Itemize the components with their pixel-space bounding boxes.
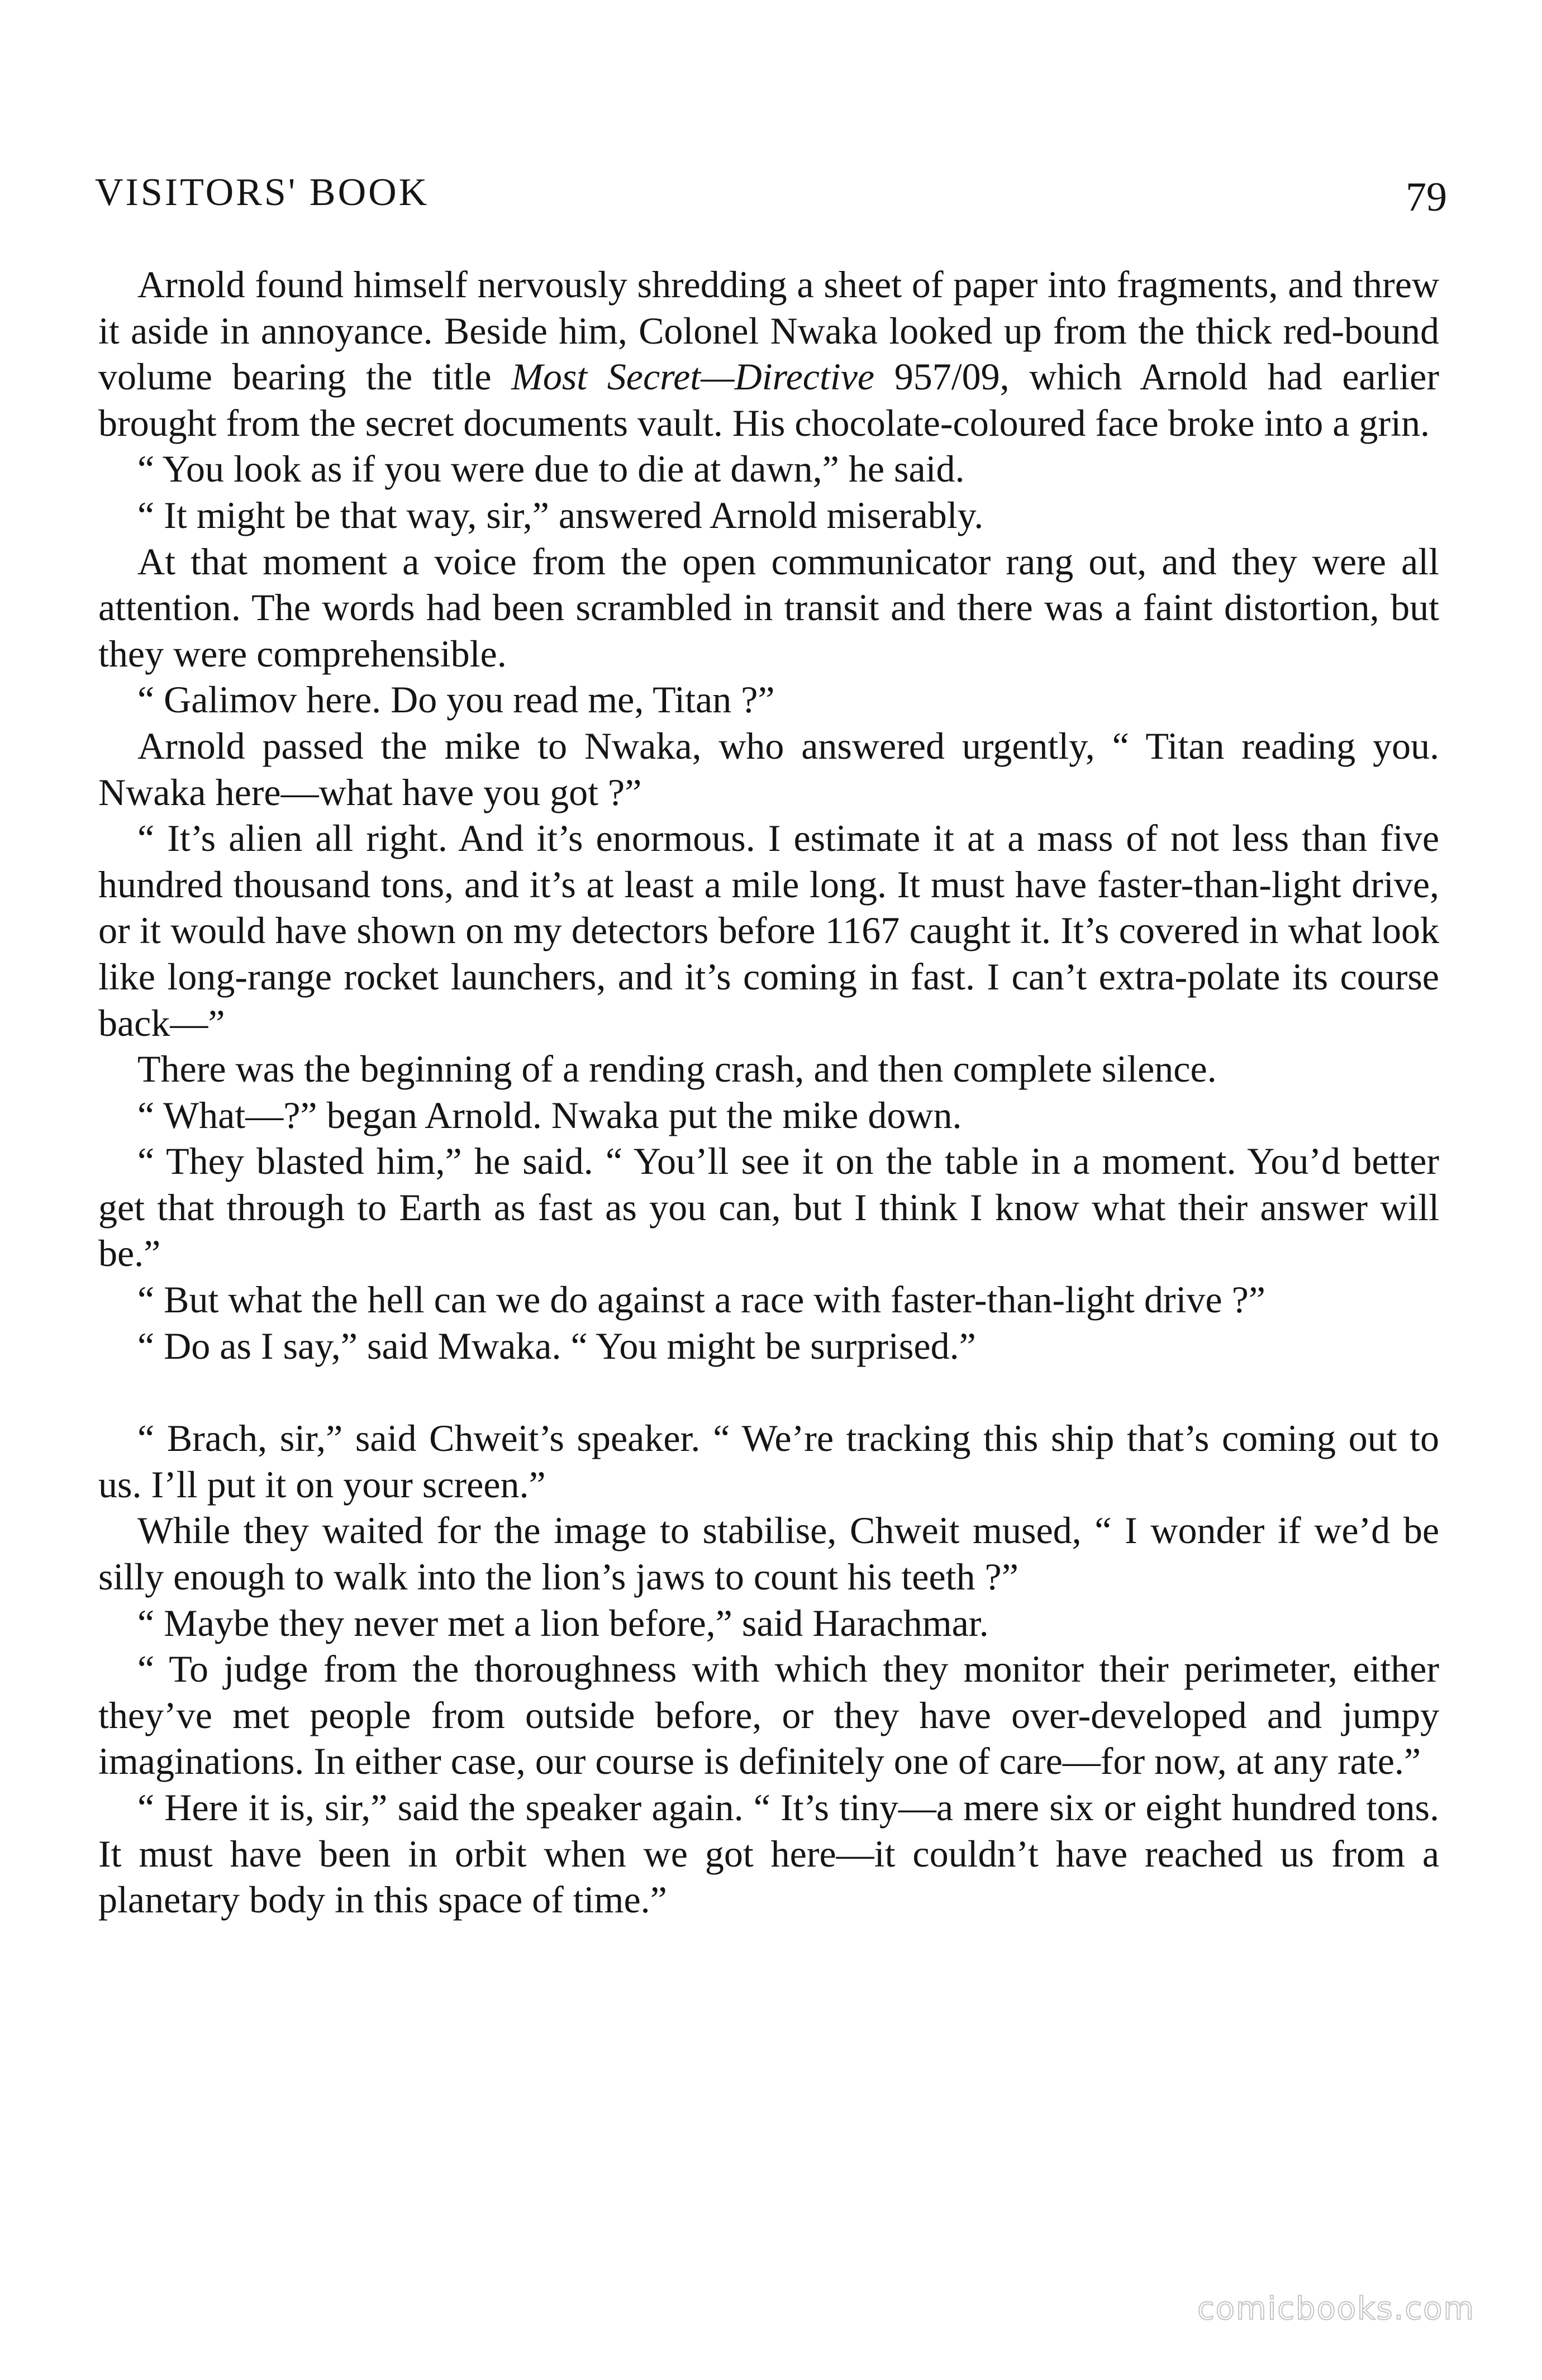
paragraph: “ What—?” began Arnold. Nwaka put the mike down. [137,1093,962,1136]
paragraph: “ But what the hell can we do against a race with faster-than-light drive ?” [137,1278,1265,1321]
paragraph: Arnold passed the mike to Nwaka, who answered urgently, “ Titan reading you. Nwaka here—what have you got ?” [98,724,1439,813]
paragraph: “ To judge from the thoroughness with which they monitor their perimeter, either they’ve met people from outside before, or they have over-developed and jumpy imaginations. In either case, our course is definitely one of care—for now, at any rate.” [98,1648,1439,1783]
paragraph-text: 957/09, which Arnold had earlier brought from the secret documents vault. His chocolate-coloured face broke into a grin. [98,355,1439,444]
paragraph: “ It might be that way, sir,” answered Arnold miserably. [137,493,984,536]
paragraph: “ Do as I say,” said Mwaka. “ You might be surprised.” [137,1324,976,1367]
section-break [98,1369,1439,1415]
paragraph: “ Maybe they never met a lion before,” said Harachmar. [137,1601,989,1644]
watermark: comicbooks.com [1197,2291,1475,2327]
body-text [98,261,1439,1923]
paragraph: “ It’s alien all right. And it’s enormous. I estimate it at a mass of not less than five hundred thousand tons, and it’s at least a mile long. It must have faster-than-light drive, or it would have shown on my detectors before 1167 caught it. It’s covered in what look like long-range rocket launchers, and it’s coming in fast. I can’t extra-polate its course back—” [98,817,1439,1044]
paragraph: While they waited for the image to stabilise, Chweit mused, “ I wonder if we’d be silly enough to walk into the lion’s jaws to count his teeth ?” [98,1509,1439,1598]
paragraph: “ Here it is, sir,” said the speaker again. “ It’s tiny—a mere six or eight hundred tons. It must have been in orbit when we got here—it couldn’t have reached us from a planetary body in this space of time.” [98,1786,1439,1921]
paragraph: “ They blasted him,” he said. “ You’ll see it on the table in a moment. You’d better get that through to Earth as fast as you can, but I think I know what their answer will be.” [98,1140,1439,1275]
paragraph: “ Galimov here. Do you read me, Titan ?” [137,678,775,721]
book-title: Most Secret—Directive [511,355,875,398]
paragraph: At that moment a voice from the open communicator rang out, and they were all attention. The words had been scrambled in transit and there was a faint distortion, but they were comprehensible. [98,540,1439,675]
running-head: VISITORS' BOOK [95,171,430,214]
paragraph [98,261,1439,446]
page-header [95,168,1447,218]
paragraph: There was the beginning of a rending crash, and then complete silence. [137,1048,1217,1091]
paragraph: “ Brach, sir,” said Chweit’s speaker. “ We’re tracking this ship that’s coming out to us. I’ll put it on your screen.” [98,1417,1439,1506]
paragraph-text: Arnold found himself nervously shredding a sheet of paper into fragments, and threw it aside in annoyance. Beside him, Colonel Nwaka looked up from the thick red-bound volume bearing the title [98,263,1439,398]
paragraph: “ You look as if you were due to die at dawn,” he said. [137,448,965,491]
page-number: 79 [1406,174,1447,220]
